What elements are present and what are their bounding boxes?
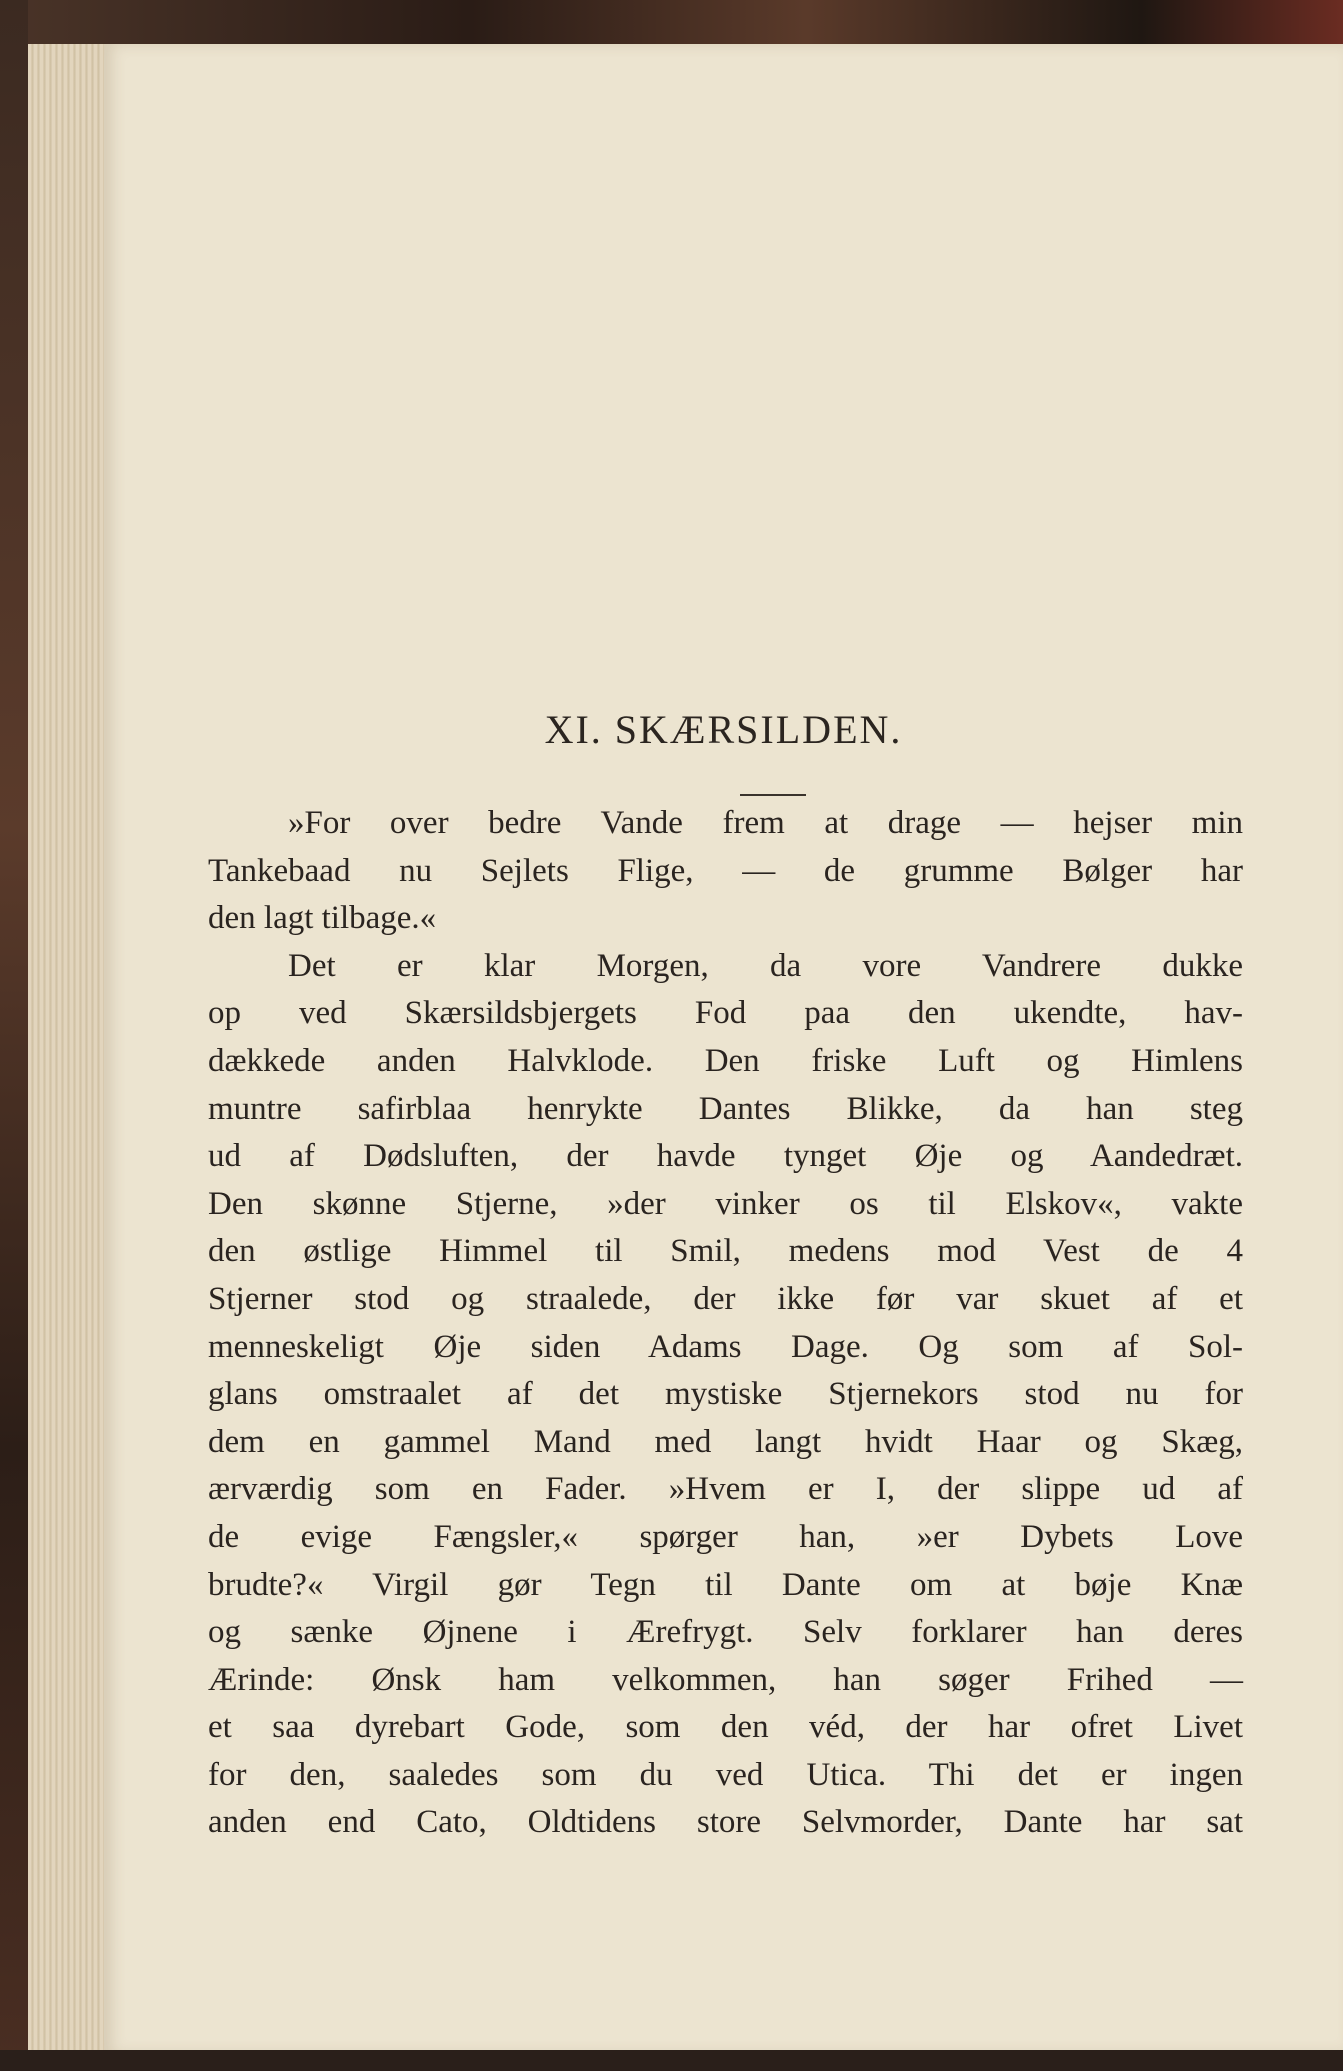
text-line: dem en gammel Mand med langt hvidt Haar og Skæg,: [208, 1423, 1243, 1460]
text-line: op ved Skærsildsbjergets Fod paa den ukendte, hav-: [208, 995, 1243, 1032]
text-line: anden end Cato, Oldtidens store Selvmorder, Dante har sat: [208, 1804, 1243, 1841]
page-fore-edge: [28, 44, 105, 2054]
text-line: ærværdig som en Fader. »Hvem er I, der slippe ud af: [208, 1471, 1243, 1508]
body-text: [208, 800, 1243, 1847]
text-line: den lagt tilbage.«: [208, 900, 437, 937]
text-line: og sænke Øjnene i Ærefrygt. Selv forklarer han deres: [208, 1614, 1243, 1651]
book-cover-left: [0, 0, 28, 2071]
text-line: et saa dyrebart Gode, som den véd, der har ofret Livet: [208, 1709, 1243, 1746]
text-line: dækkede anden Halvklode. Den friske Luft og Himlens: [208, 1042, 1243, 1079]
title-divider: [740, 794, 806, 796]
text-line: ud af Dødsluften, der havde tynget Øje og Aandedræt.: [208, 1138, 1243, 1175]
text-line: den østlige Himmel til Smil, medens mod Vest de 4: [208, 1233, 1243, 1270]
text-line: Ærinde: Ønsk ham velkommen, han søger Frihed —: [208, 1661, 1243, 1698]
text-line: Den skønne Stjerne, »der vinker os til Elskov«, vakte: [208, 1185, 1243, 1222]
text-line: »For over bedre Vande frem at drage — hejser min: [288, 805, 1243, 841]
chapter-title: XI. SKÆRSILDEN.: [544, 707, 903, 752]
text-line: Stjerner stod og straalede, der ikke før var skuet af et: [208, 1280, 1243, 1317]
text-line: menneskeligt Øje siden Adams Dage. Og som af Sol-: [208, 1328, 1243, 1365]
book-cover-bottom: [0, 2050, 1343, 2071]
text-line: Tankebaad nu Sejlets Flige, — de grumme Bølger har: [208, 852, 1243, 889]
text-line: muntre safirblaa henrykte Dantes Blikke, da han steg: [208, 1090, 1243, 1127]
text-line: Det er klar Morgen, da vore Vandrere dukke: [288, 947, 1243, 984]
text-line: for den, saaledes som du ved Utica. Thi det er ingen: [208, 1756, 1243, 1793]
text-line: brudte?« Virgil gør Tegn til Dante om at bøje Knæ: [208, 1566, 1243, 1603]
text-line: glans omstraalet af det mystiske Stjernekors stod nu for: [208, 1376, 1243, 1413]
text-line: de evige Fængsler,« spørger han, »er Dybets Love: [208, 1518, 1243, 1555]
